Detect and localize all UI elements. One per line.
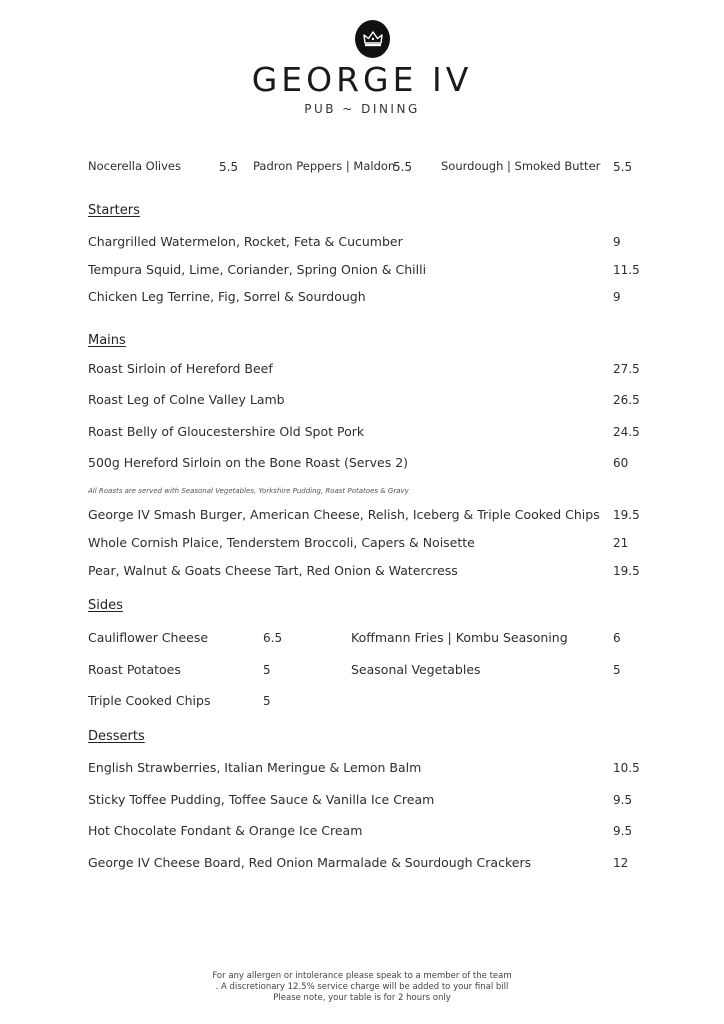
side-item-price: 6 — [613, 631, 621, 645]
menu-item-name: Roast Leg of Colne Valley Lamb — [88, 392, 285, 407]
side-item-name: Koffmann Fries | Kombu Seasoning — [351, 630, 568, 645]
restaurant-name: GEORGE IV — [251, 60, 473, 99]
service-charge-notice: . A discretionary 12.5% service charge will be added to your final bill — [215, 982, 509, 992]
menu-item-price: 26.5 — [613, 393, 640, 407]
table-time-notice: Please note, your table is for 2 hours only — [273, 993, 451, 1003]
menu-item-price: 21 — [613, 536, 629, 550]
menu-item-name: Chicken Leg Terrine, Fig, Sorrel & Sourdough — [88, 289, 366, 304]
menu-item-name: Chargrilled Watermelon, Rocket, Feta & Cucumber — [88, 234, 403, 249]
side-item-price: 5 — [263, 663, 271, 677]
menu-item-name: George IV Smash Burger, American Cheese, Relish, Iceberg & Triple Cooked Chips — [88, 507, 600, 522]
side-item-name: Cauliflower Cheese — [88, 630, 209, 645]
menu-item-name: Pear, Walnut & Goats Cheese Tart, Red Onion & Watercress — [88, 563, 458, 578]
snack-price: 5.5 — [393, 160, 413, 174]
snack-name: Padron Peppers | Maldon — [253, 159, 396, 173]
menu-item-name: Tempura Squid, Lime, Coriander, Spring Onion & Chilli — [88, 262, 427, 277]
snack-name: Nocerella Olives — [88, 159, 181, 173]
menu-item-name: 500g Hereford Sirloin on the Bone Roast (Serves 2) — [88, 455, 409, 470]
footer-notice — [0, 971, 724, 1004]
section-heading-sides: Sides — [88, 598, 123, 613]
menu-item-name: English Strawberries, Italian Meringue & Lemon Balm — [88, 760, 422, 775]
roast-note: All Roasts are served with Seasonal Vegetables, Yorkshire Pudding, Roast Potatoes & Gravy — [88, 487, 409, 495]
side-item-name: Roast Potatoes — [88, 662, 181, 677]
restaurant-tagline: PUB ~ DINING — [304, 102, 420, 116]
menu-item-name: Roast Belly of Gloucestershire Old Spot Pork — [88, 424, 365, 439]
snack-name: Sourdough | Smoked Butter — [441, 159, 601, 173]
allergen-notice: For any allergen or intolerance please speak to a member of the team — [212, 971, 512, 981]
snack-price: 5.5 — [219, 160, 239, 174]
menu-item-price: 9 — [613, 290, 621, 304]
menu-item-price: 9.5 — [613, 824, 633, 838]
menu-item-price: 9 — [613, 235, 621, 249]
section-heading-mains: Mains — [88, 333, 126, 348]
crown-icon — [362, 30, 384, 48]
menu-item-price: 12 — [613, 856, 629, 870]
menu-item-name: George IV Cheese Board, Red Onion Marmalade & Sourdough Crackers — [88, 855, 532, 870]
menu-item-name: Sticky Toffee Pudding, Toffee Sauce & Vanilla Ice Cream — [88, 792, 435, 807]
menu-item-price: 9.5 — [613, 793, 633, 807]
side-item-name: Seasonal Vegetables — [351, 662, 481, 677]
menu-item-price: 19.5 — [613, 564, 640, 578]
side-item-name: Triple Cooked Chips — [88, 693, 211, 708]
menu-item-price: 60 — [613, 456, 629, 470]
section-heading-desserts: Desserts — [88, 729, 145, 744]
side-item-price: 6.5 — [263, 631, 283, 645]
menu-item-price: 19.5 — [613, 508, 640, 522]
snack-price: 5.5 — [613, 160, 633, 174]
menu-item-price: 27.5 — [613, 362, 640, 376]
side-item-price: 5 — [613, 663, 621, 677]
menu-item-price: 10.5 — [613, 761, 640, 775]
menu-item-price: 24.5 — [613, 425, 640, 439]
side-item-price: 5 — [263, 694, 271, 708]
menu-item-name: Roast Sirloin of Hereford Beef — [88, 361, 273, 376]
crown-logo — [355, 20, 390, 58]
section-heading-starters: Starters — [88, 203, 140, 218]
menu-item-name: Hot Chocolate Fondant & Orange Ice Cream — [88, 823, 363, 838]
menu-item-price: 11.5 — [613, 263, 640, 277]
menu-item-name: Whole Cornish Plaice, Tenderstem Broccoli, Capers & Noisette — [88, 535, 475, 550]
